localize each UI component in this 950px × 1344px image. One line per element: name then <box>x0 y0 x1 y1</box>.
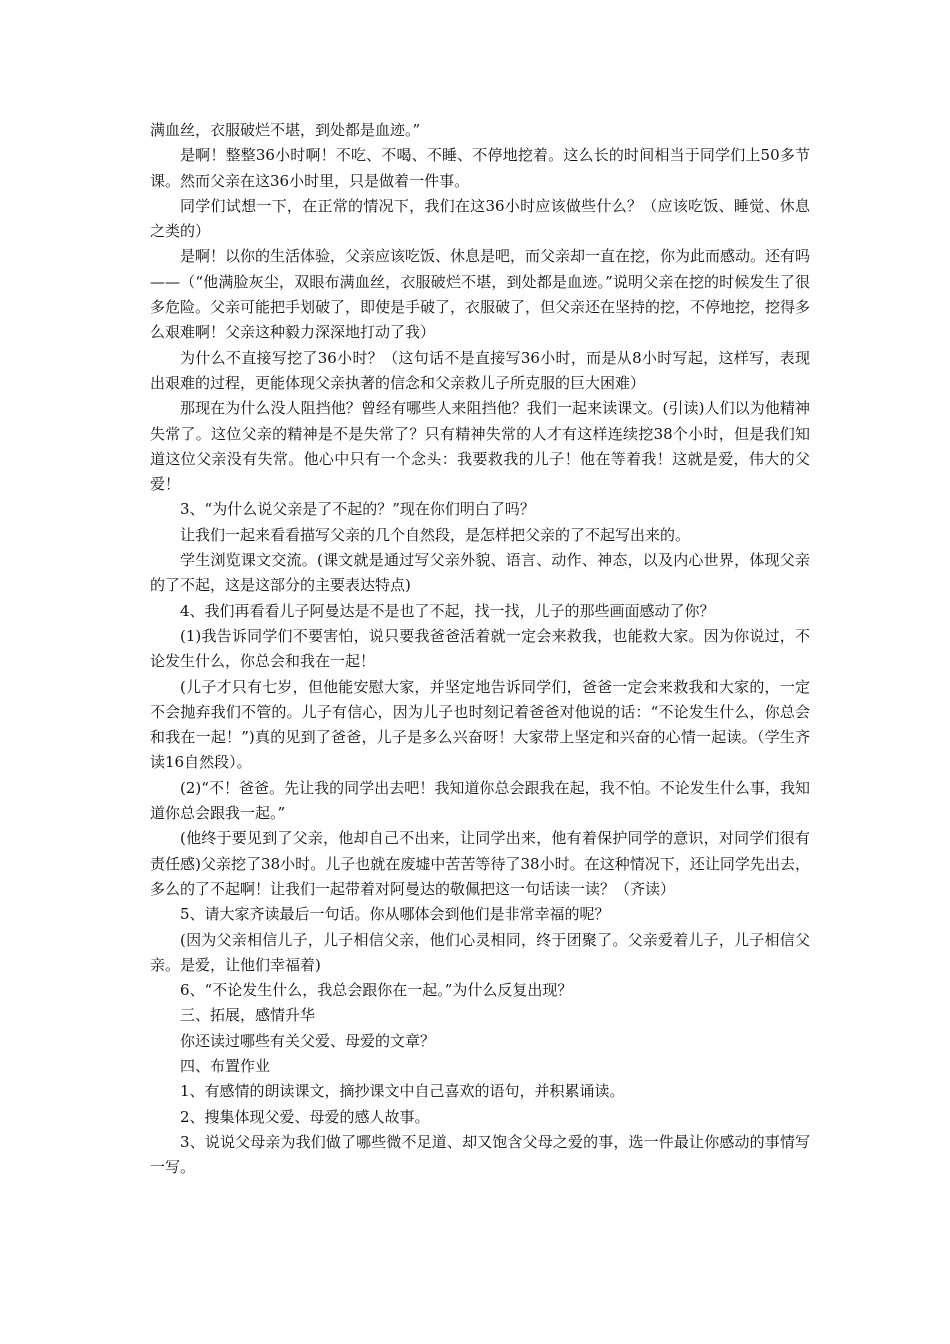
homework-item: 2、搜集体现父爱、母爱的感人故事。 <box>180 1107 430 1126</box>
paragraph: 是啊！以你的生活体验，父亲应该吃饭、休息是吧，而父亲却一直在挖，你为此而感动。还有吗——（“他满脸灰尘，双眼布满血丝，衣服破烂不堪，到处都是血迹。”说明父亲在挖的时候发生了很多危险。父亲可能把手划破了，即使是手破了，衣服破了，但父亲还在坚持的挖，不停地挖，挖得多么艰难啊！父亲这种毅力深深地打动了我） <box>150 247 811 342</box>
paragraph: 你还读过哪些有关父爱、母爱的文章？ <box>180 1031 436 1050</box>
question-heading: 6、“不论发生什么，我总会跟你在一起。”为什么反复出现？ <box>180 981 573 1000</box>
paragraph: 是啊！整整36小时啊！不吃、不喝、不睡、不停地挖着。这么长的时间相当于同学们上50多节课。然而父亲在这36小时里，只是做着一件事。 <box>150 146 810 190</box>
paragraph-continuation: 满血丝，衣服破烂不堪，到处都是血迹。” <box>150 121 421 139</box>
paragraph: 同学们试想一下，在正常的情况下，我们在这36小时应该做些什么？（应该吃饭、睡觉、休息之类的） <box>150 196 810 241</box>
homework-item: 3、说说父母亲为我们做了哪些微不足道、却又饱含父母之爱的事，选一件最让你感动的事情写一写。 <box>150 1132 810 1177</box>
question-heading: 3、“为什么说父亲是了不起的？”现在你们明白了吗？ <box>180 500 535 519</box>
paragraph: 让我们一起来看看描写父亲的几个自然段，是怎样把父亲的了不起写出来的。 <box>180 525 691 544</box>
paragraph: 为什么不直接写挖了36小时？（这句话不是直接写36小时，而是从8小时写起，这样写，表现出艰难的过程，更能体现父亲执著的信念和父亲救儿子所克服的巨大困难） <box>150 348 810 392</box>
document-body <box>150 118 810 1180</box>
quote-paragraph: (1)我告诉同学们不要害怕，说只要我爸爸活着就一定会来救我，也能救大家。因为你说过，不论发生什么，你总会和我在一起！ <box>150 626 810 671</box>
paragraph: 学生浏览课文交流。(课文就是通过写父亲外貌、语言、动作、神态，以及内心世界，体现父亲的了不起，这是这部分的主要表达特点) <box>150 551 810 595</box>
paragraph: (因为父亲相信儿子，儿子相信父亲，他们心灵相同，终于团聚了。父亲爱着儿子，儿子相信父亲。是爱，让他们幸福着) <box>150 930 810 974</box>
question-heading: 5、请大家齐读最后一句话。你从哪体会到他们是非常幸福的呢？ <box>180 905 610 924</box>
paragraph: (他终于要见到了父亲，他却自己不出来，让同学出来，他有着保护同学的意识，对同学们很有责任感)父亲挖了38小时。儿子也就在废墟中苦苦等待了38小时。在这种情况下，还让同学先出去，多么的了不起啊！让我们一起带着对阿曼达的敬佩把这一句话读一读？（齐读） <box>150 829 810 898</box>
section-heading: 四、布置作业 <box>180 1056 271 1075</box>
quote-paragraph: (2)“不！爸爸。先让我的同学出去吧！我知道你总会跟我在起，我不怕。不论发生什么事，我知道你总会跟我一起。” <box>150 778 810 823</box>
homework-item: 1、有感情的朗读课文，摘抄课文中自己喜欢的语句，并积累诵读。 <box>180 1082 625 1101</box>
paragraph: 那现在为什么没人阻挡他？曾经有哪些人来阻挡他？我们一起来读课文。(引读)人们以为他精神失常了。这位父亲的精神是不是失常了？只有精神失常的人才有这样连续挖38个小时，但是我们知道这位父亲没有失常。他心中只有一个念头：我要救我的儿子！他在等着我！这就是爱，伟大的父爱！ <box>150 399 810 494</box>
section-heading: 三、拓展，感情升华 <box>180 1006 316 1025</box>
question-heading: 4、我们再看看儿子阿曼达是不是也了不起，找一找，儿子的那些画面感动了你？ <box>180 601 715 620</box>
paragraph: (儿子才只有七岁，但他能安慰大家，并坚定地告诉同学们，爸爸一定会来救我和大家的，一定不会抛弃我们不管的。儿子有信心，因为儿子也时刻记着爸爸对他说的话：“不论发生什么，你总会和我在一起！”)真的见到了爸爸，儿子是多么兴奋呀！大家带上坚定和兴奋的心情一起读。（学生齐读16自然段）。 <box>150 677 810 772</box>
